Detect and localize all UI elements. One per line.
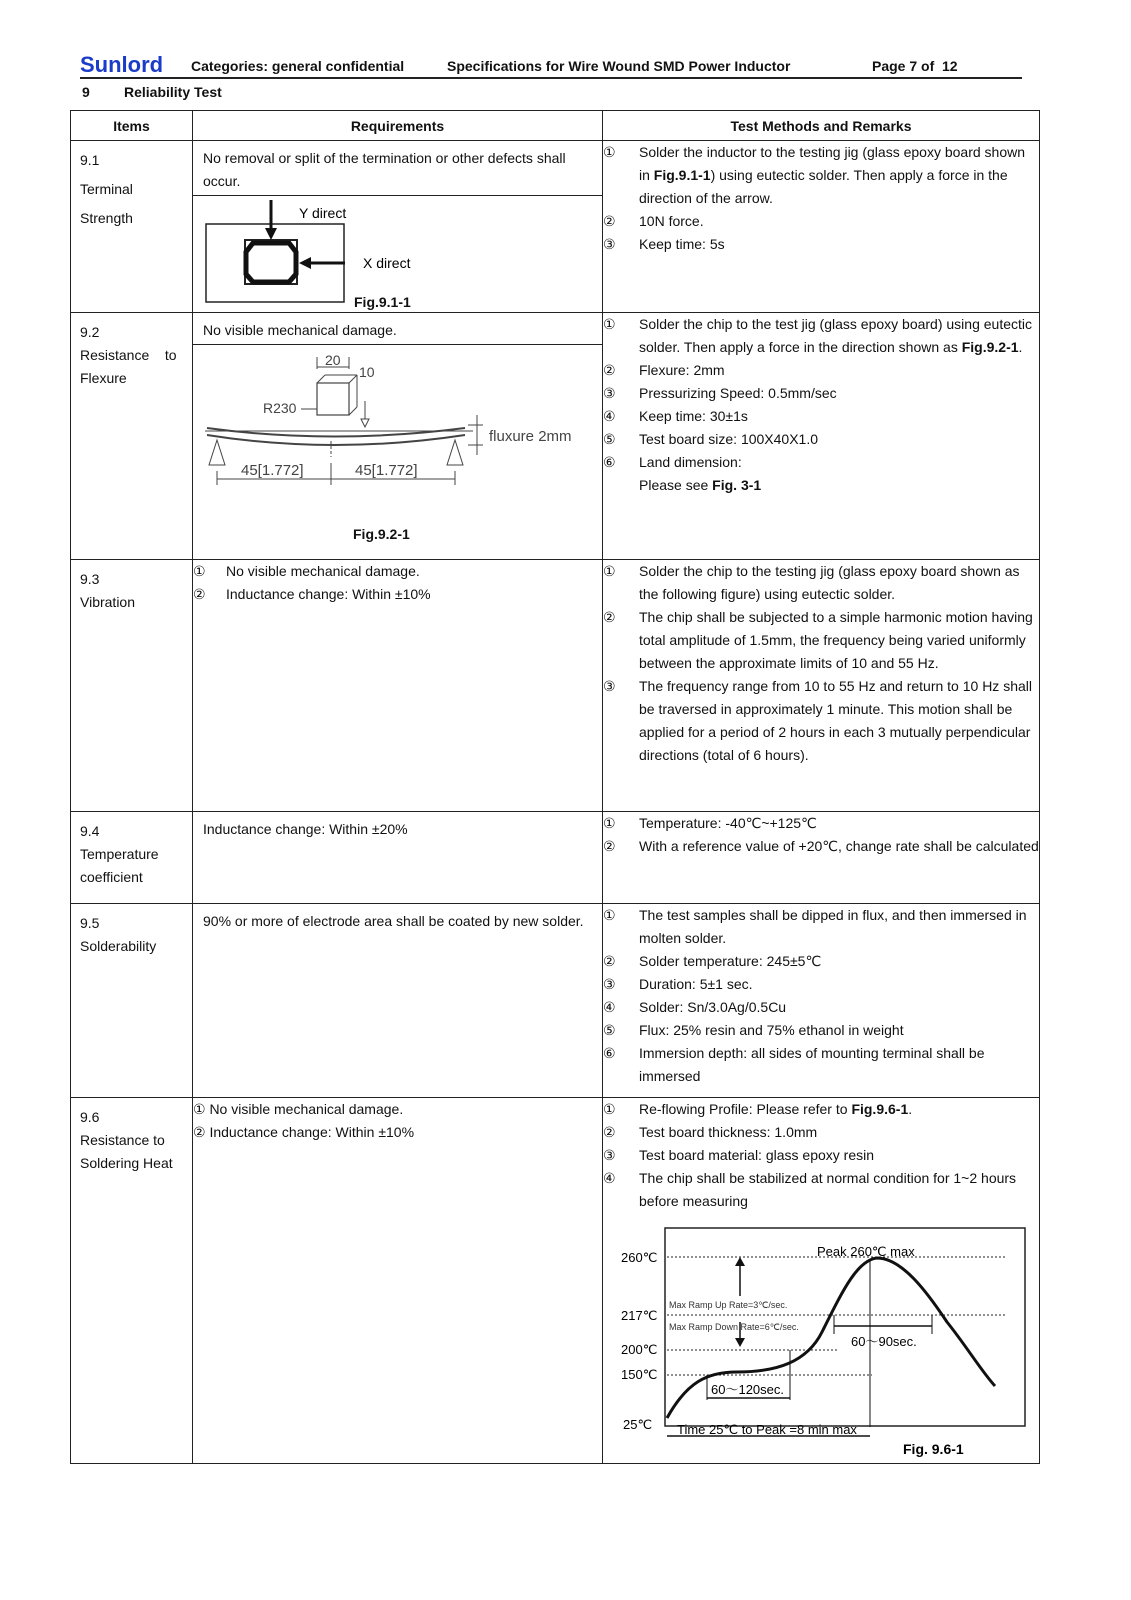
requirement-cell	[193, 904, 603, 1098]
item-marker: ④	[603, 999, 616, 1015]
list-item	[603, 359, 1039, 382]
list-item	[603, 405, 1039, 428]
list-item	[603, 1121, 1039, 1144]
method-text-part: Please see	[639, 477, 713, 493]
item-number: 9.2	[80, 324, 100, 340]
section-number: 9	[82, 84, 90, 100]
requirement-cell	[193, 141, 603, 313]
figure-caption: Fig.9.2-1	[353, 526, 410, 542]
method-text: The chip shall be subjected to a simple harmonic motion having total amplitude of 1.5mm, the frequency being varied uniformly between the approximate limits of 10 and 55 Hz.	[639, 609, 1033, 671]
item-marker: ①	[193, 563, 206, 579]
header-items: Items	[71, 111, 193, 141]
header-requirements: Requirements	[193, 111, 603, 141]
item-marker: ②	[603, 1124, 616, 1140]
item-label: Solderability	[80, 938, 157, 954]
method-text: Test board size: 100X40X1.0	[639, 431, 819, 447]
page-header	[80, 50, 1022, 79]
x-direction-label: X direct	[363, 255, 411, 271]
item-label: Strength	[80, 210, 133, 226]
fig-9-2-1	[193, 345, 602, 559]
list-item	[603, 382, 1039, 405]
method-text: The test samples shall be dipped in flux, and then immersed in molten solder.	[639, 907, 1027, 946]
item-marker: ④	[603, 1170, 616, 1186]
flexure-label: fluxure 2mm	[489, 428, 572, 445]
list-item	[603, 474, 1039, 497]
fig-9-1-1	[193, 196, 602, 312]
item-cell	[71, 904, 193, 1098]
methods-cell	[603, 313, 1040, 560]
item-marker: ②	[603, 609, 616, 625]
method-text: Flexure: 2mm	[639, 362, 725, 378]
figure-reference: Fig.9.2-1	[961, 339, 1019, 355]
list-item	[193, 560, 602, 583]
method-text-part: Solder the inductor to the testing jig (glass epoxy board shown in	[639, 144, 1026, 183]
method-text-part: Solder the chip to the test jig (glass epoxy board) using eutectic solder. Then apply a force in the direction shown as	[639, 316, 1032, 355]
list-item	[603, 606, 1039, 675]
item-marker: ①	[603, 1101, 616, 1117]
peak-label: Peak 260℃ max	[817, 1244, 915, 1259]
item-marker	[603, 474, 639, 497]
list-item	[603, 210, 1039, 233]
methods-cell	[603, 904, 1040, 1098]
method-text: With a reference value of +20℃, change rate shall be calculated	[639, 838, 1039, 854]
item-cell	[71, 812, 193, 904]
list-item	[603, 428, 1039, 451]
method-text-part: .	[908, 1101, 913, 1117]
category-label: Categories: general confidential	[191, 58, 405, 74]
methods-cell	[603, 812, 1040, 904]
item-marker: ③	[603, 385, 616, 401]
requirement-text: No visible mechanical damage.	[226, 563, 420, 579]
item-marker: ①	[603, 144, 616, 160]
method-text: Solder temperature: 245±5℃	[639, 953, 822, 969]
item-label: Temperature	[80, 846, 159, 862]
figure-reference: Fig.9.6-1	[851, 1101, 909, 1117]
list-item	[603, 904, 1039, 950]
method-text: 10N force.	[639, 213, 704, 229]
item-cell	[71, 313, 193, 560]
item-marker: ①	[603, 907, 616, 923]
soak-duration-label: 60～120sec.	[711, 1382, 784, 1397]
table-row	[71, 560, 1040, 812]
requirement-cell	[193, 560, 603, 812]
method-text: Keep time: 30±1s	[639, 408, 748, 424]
method-text: Flux: 25% resin and 75% ethanol in weight	[639, 1022, 904, 1038]
item-marker: ⑥	[603, 454, 616, 470]
table-row	[71, 313, 1040, 560]
method-text: The chip shall be stabilized at normal condition for 1~2 hours before measuring	[639, 1170, 1017, 1209]
ramp-up-label: Max Ramp Up Rate=3℃/sec.	[669, 1300, 788, 1310]
item-marker: ②	[603, 362, 616, 378]
method-text: Duration: 5±1 sec.	[639, 976, 753, 992]
table-row	[71, 812, 1040, 904]
item-marker: ③	[603, 678, 616, 694]
reliability-table	[70, 110, 1040, 1464]
method-text: Land dimension:	[639, 454, 742, 470]
list-item	[603, 141, 1039, 210]
item-marker: ①	[603, 563, 616, 579]
method-text-part: .	[1018, 339, 1023, 355]
item-number: 9.4	[80, 823, 100, 839]
item-marker: ②	[603, 953, 616, 969]
list-item	[603, 973, 1039, 996]
methods-cell	[603, 1098, 1040, 1464]
temp-label: 217℃	[621, 1308, 658, 1323]
list-item	[603, 812, 1039, 835]
table-row	[71, 141, 1040, 313]
list-item	[603, 560, 1039, 606]
list-item	[603, 1042, 1039, 1088]
requirement-text: No visible mechanical damage.	[193, 313, 602, 345]
item-marker: ④	[603, 408, 616, 424]
item-cell	[71, 141, 193, 313]
list-item	[603, 675, 1039, 767]
item-marker: ①	[603, 316, 616, 332]
requirement-cell	[193, 313, 603, 560]
reflow-duration-label: 60～90sec.	[851, 1334, 917, 1349]
method-text: Temperature: -40℃~+125℃	[639, 815, 817, 831]
method-text-part: Re-flowing Profile: Please refer to	[639, 1101, 852, 1117]
requirement-cell	[193, 1098, 603, 1464]
method-text: Solder the chip to the testing jig (glass epoxy board shown as the following figure) using eutectic solder.	[639, 563, 1020, 602]
requirement-text: ① No visible mechanical damage.	[193, 1101, 404, 1117]
radius-label: R230	[263, 400, 297, 416]
span-label: 45[1.772]	[355, 462, 418, 479]
list-item	[603, 1167, 1039, 1213]
method-text	[639, 313, 1039, 359]
dimension-label: 10	[359, 364, 375, 380]
item-marker: ②	[603, 838, 616, 854]
list-item	[603, 835, 1039, 858]
item-marker: ⑤	[603, 1022, 616, 1038]
item-marker: ②	[193, 586, 206, 602]
list-item	[603, 451, 1039, 474]
table-row	[71, 904, 1040, 1098]
spec-title: Specifications for Wire Wound SMD Power Inductor	[447, 58, 791, 74]
temp-label: 25℃	[623, 1417, 653, 1432]
temp-label: 260℃	[621, 1250, 658, 1265]
span-label: 45[1.772]	[241, 462, 304, 479]
item-marker: ⑤	[603, 431, 616, 447]
item-number: 9.5	[80, 915, 100, 931]
list-item	[603, 996, 1039, 1019]
requirement-text: Inductance change: Within ±20%	[203, 821, 408, 837]
method-text: Solder: Sn/3.0Ag/0.5Cu	[639, 999, 787, 1015]
requirement-text: ② Inductance change: Within ±10%	[193, 1124, 415, 1140]
item-marker: ①	[603, 815, 616, 831]
item-cell	[71, 560, 193, 812]
header-methods: Test Methods and Remarks	[603, 111, 1040, 141]
temp-label: 200℃	[621, 1342, 658, 1357]
item-number: 9.6	[80, 1109, 100, 1125]
figure-reference: Fig.9.1-1	[653, 167, 711, 183]
method-text: Pressurizing Speed: 0.5mm/sec	[639, 385, 837, 401]
temp-label: 150℃	[621, 1367, 658, 1382]
dimension-label: 20	[325, 352, 341, 368]
item-label: Flexure	[80, 370, 127, 386]
item-label: coefficient	[80, 869, 143, 885]
item-number: 9.1	[80, 152, 100, 168]
method-text: The frequency range from 10 to 55 Hz and return to 10 Hz shall be traversed in approximately 1 minute. This motion shall be applied for a period of 2 hours in each 3 mutually perpendicular directions (total of 6 hours).	[639, 678, 1032, 763]
list-item	[603, 1019, 1039, 1042]
reflow-profile-chart	[607, 1222, 1037, 1458]
figure-caption: Fig. 9.6-1	[903, 1441, 964, 1457]
flexure-diagram	[193, 345, 601, 545]
table-row	[71, 1098, 1040, 1464]
list-item	[603, 950, 1039, 973]
item-cell	[71, 1098, 193, 1464]
item-marker: ③	[603, 1147, 616, 1163]
item-marker: ③	[603, 236, 616, 252]
brand-logo: Sunlord	[80, 52, 164, 77]
table-header-row	[71, 111, 1040, 141]
method-text: Keep time: 5s	[639, 236, 725, 252]
item-label: Soldering Heat	[80, 1155, 173, 1171]
list-item	[193, 583, 602, 606]
method-text-part: ) using eutectic solder. Then apply a force in the direction of the arrow.	[639, 167, 1008, 206]
section-title: Reliability Test	[124, 84, 222, 100]
item-marker: ⑥	[603, 1045, 616, 1061]
method-text: Immersion depth: all sides of mounting terminal shall be immersed	[639, 1045, 985, 1084]
ramp-down-label: Max Ramp Down Rate=6℃/sec.	[669, 1322, 799, 1332]
method-text	[639, 1098, 1039, 1121]
list-item	[603, 233, 1039, 256]
methods-cell	[603, 560, 1040, 812]
requirement-cell	[193, 812, 603, 904]
item-marker: ②	[603, 213, 616, 229]
page-number: Page 7 of 12	[872, 58, 958, 74]
list-item	[603, 1098, 1039, 1121]
method-text: Test board material: glass epoxy resin	[639, 1147, 874, 1163]
item-marker: ③	[603, 976, 616, 992]
method-text	[639, 474, 1039, 497]
item-number: 9.3	[80, 571, 100, 587]
method-text: Test board thickness: 1.0mm	[639, 1124, 818, 1140]
method-text	[639, 141, 1039, 210]
total-time-label: Time 25℃ to Peak =8 min max	[677, 1422, 857, 1437]
requirement-text: Inductance change: Within ±10%	[226, 586, 431, 602]
requirement-text: No removal or split of the termination or other defects shall occur.	[193, 141, 602, 196]
figure-reference: Fig. 3-1	[712, 477, 762, 493]
list-item	[603, 313, 1039, 359]
requirement-text: 90% or more of electrode area shall be coated by new solder.	[203, 913, 584, 929]
list-item	[603, 1144, 1039, 1167]
methods-cell	[603, 141, 1040, 313]
y-direction-label: Y direct	[299, 205, 347, 221]
item-label: Resistance to	[80, 347, 177, 363]
item-label: Vibration	[80, 594, 136, 610]
figure-caption: Fig.9.1-1	[354, 294, 411, 310]
item-label: Terminal	[80, 181, 133, 197]
item-label: Resistance to	[80, 1132, 165, 1148]
